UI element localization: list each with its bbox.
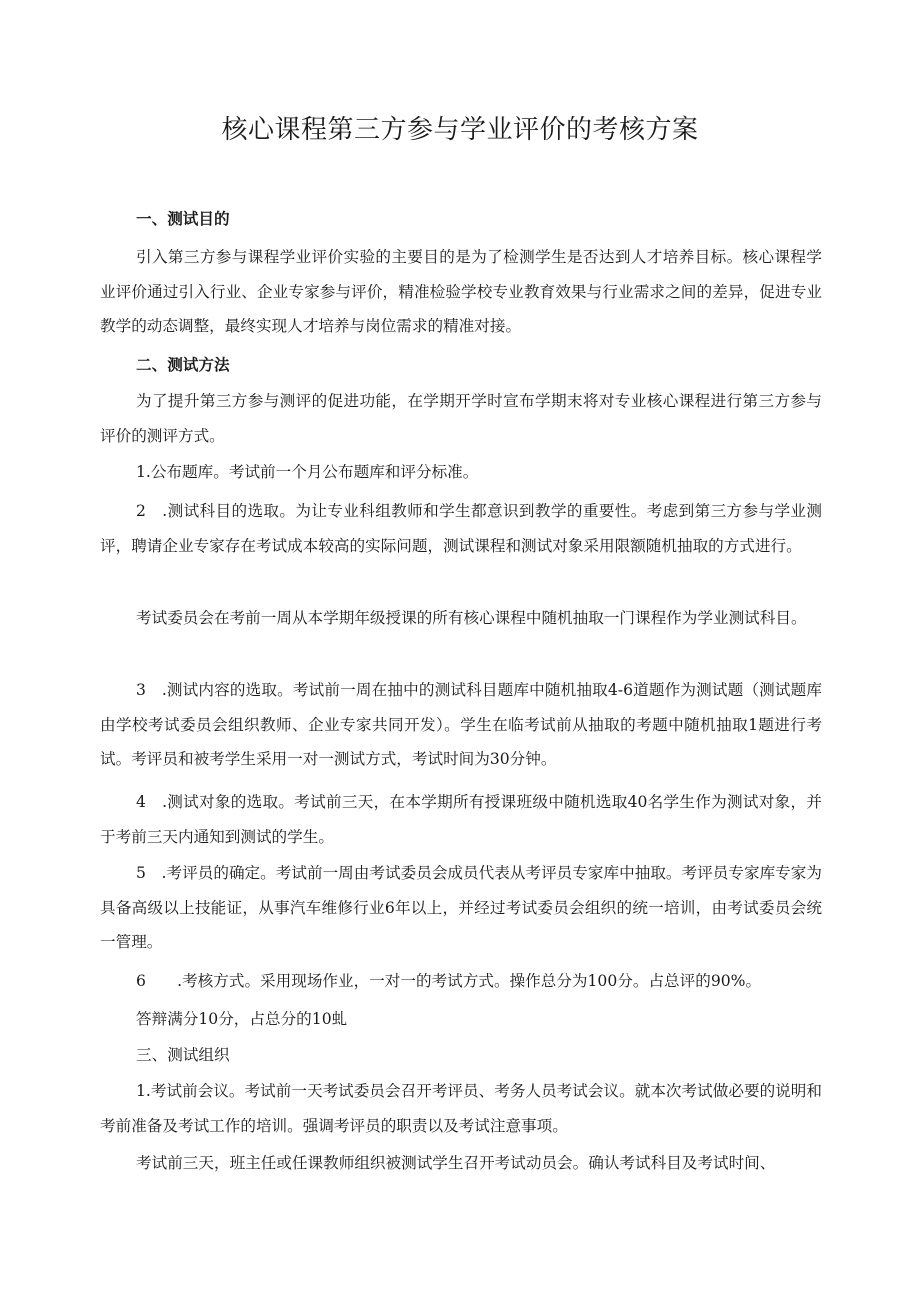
page-title: 核心课程第三方参与学业评价的考核方案 [221,115,699,145]
list-item-examiner-selection: 5 .考评员的确定。考试前一周由考试委员会成员代表从考评员专家库中抽取。考评员专家库专家为具备高级以上技能证，从事汽车维修行业6年以上，并经过考试委员会组织的统一培训，由考试委员会统一管理。 [100,864,822,951]
paragraph-purpose: 引入第三方参与课程学业评价实验的主要目的是为了检测学生是否达到人才培养目标。核心课程学业评价通过引入行业、企业专家参与评价，精准检验学校专业教育效果与行业需求之间的差异，促进专业教学的动态调整，最终实现人才培养与岗位需求的精准对接。 [100,248,822,335]
list-item-pre-exam-meeting: 1.考试前会议。考试前一天考试委员会召开考评员、考务人员考试会议。就本次考试做必要的说明和考前准备及考试工作的培训。强调考评员的职责以及考试注意事项。 [100,1082,822,1135]
paragraph-method-intro: 为了提升第三方参与测评的促进功能，在学期开学时宣布学期末将对专业核心课程进行第三方参与评价的测评方式。 [100,392,822,445]
section-heading-purpose: 一、测试目的 [136,210,230,228]
section-heading-method: 二、测试方法 [136,356,230,374]
paragraph-mobilization-meeting: 考试前三天，班主任或任课教师组织被测试学生召开考试动员会。确认考试科目及考试时间、 [136,1154,776,1172]
list-item-target-selection: 4 .测试对象的选取。考试前三天，在本学期所有授课班级中随机选取40名学生作为测试对象，并于考前三天内通知到测试的学生。 [100,793,822,846]
list-item-content-selection: 3 .测试内容的选取。考试前一周在抽中的测试科目题库中随机抽取4-6道题作为测试题（测试题库由学校考试委员会组织教师、企业专家共同开发）。学生在临考试前从抽取的考题中随机抽取1题进行考试。考评员和被考学生采用一对一测试方式，考试时间为30分钟。 [100,681,822,768]
paragraph-defense-score: 答辩满分10分，占总分的10虬 [136,1010,348,1028]
paragraph-subject-selection-detail: 考试委员会在考前一周从本学期年级授课的所有核心课程中随机抽取一门课程作为学业测试科目。 [136,609,807,627]
list-item-question-bank: 1.公布题库。考试前一个月公布题库和评分标准。 [136,463,479,481]
list-item-subject-selection: 2 .测试科目的选取。为让专业科组教师和学生都意识到教学的重要性。考虑到第三方参与学业测评，聘请企业专家存在考试成本较高的实际问题，测试课程和测试对象采用限额随机抽取的方式进行。 [100,502,822,555]
section-heading-organization: 三、测试组织 [136,1046,230,1064]
list-item-assessment-method: 6 .考核方式。采用现场作业，一对一的考试方式。操作总分为100分。占总评的90%。 [136,972,762,990]
